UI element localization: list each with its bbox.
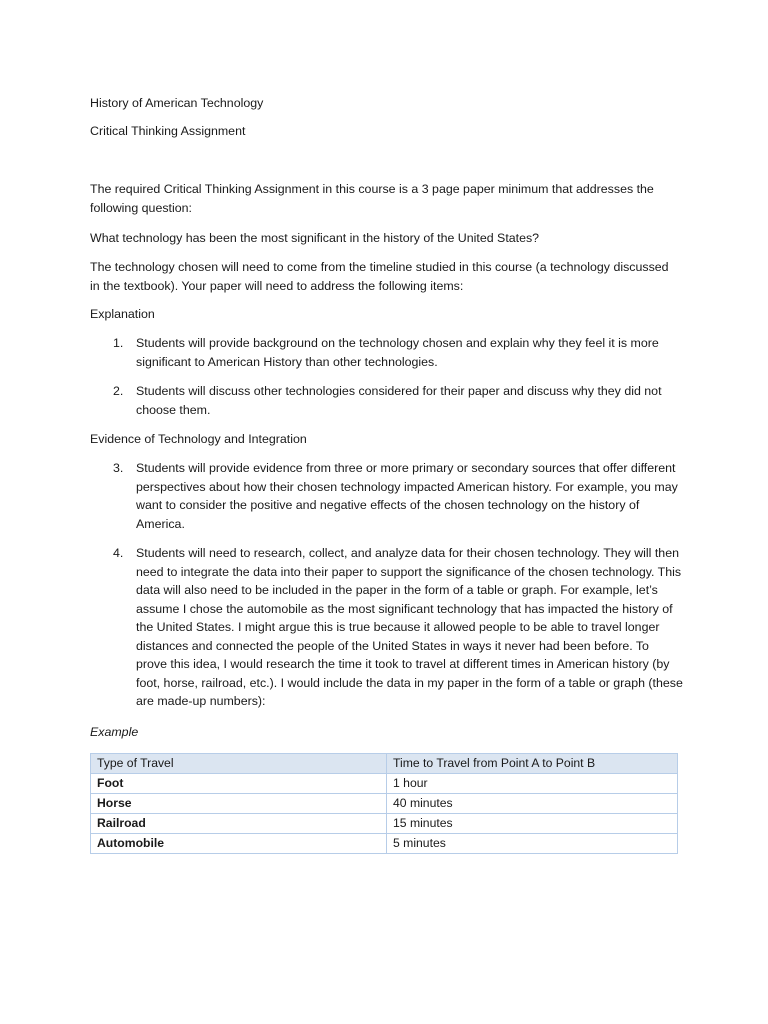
assignment-title: Critical Thinking Assignment	[90, 124, 246, 138]
list-item-number: 4.	[113, 546, 124, 560]
requirements-paragraph: The technology chosen will need to come from the timeline studied in this course (a technology discussed in the textbook). Your paper will need to address the following items:	[90, 260, 669, 293]
list-item	[113, 382, 683, 419]
example-label: Example	[90, 725, 139, 739]
travel-time-table	[90, 753, 678, 854]
table-cell: Railroad	[91, 814, 387, 834]
list-item-text: Students will provide evidence from three or more primary or secondary sources that offer different perspectives about how their chosen technology impacted American history. For example, you may want to consider the positive and negative effects of the chosen technology on the history of America.	[136, 461, 678, 531]
section-heading-explanation: Explanation	[90, 307, 155, 321]
table-cell: 5 minutes	[387, 834, 678, 854]
table-cell: 40 minutes	[387, 794, 678, 814]
table-cell: Horse	[91, 794, 387, 814]
course-title: History of American Technology	[90, 96, 264, 110]
list-item-text: Students will provide background on the technology chosen and explain why they feel it is more significant to American History than other technologies.	[136, 336, 659, 369]
list-item	[113, 334, 683, 371]
table-cell: 15 minutes	[387, 814, 678, 834]
question-paragraph: What technology has been the most significant in the history of the United States?	[90, 231, 540, 245]
table-row	[91, 794, 678, 814]
list-item-text: Students will discuss other technologies considered for their paper and discuss why they did not choose them.	[136, 384, 662, 417]
table-header-row	[91, 754, 678, 774]
list-item	[113, 544, 683, 711]
table-row	[91, 774, 678, 794]
list-item-number: 1.	[113, 336, 124, 350]
table-row	[91, 814, 678, 834]
list-item-number: 3.	[113, 461, 124, 475]
table-cell: 1 hour	[387, 774, 678, 794]
intro-paragraph: The required Critical Thinking Assignment in this course is a 3 page paper minimum that addresses the following question:	[90, 182, 654, 215]
column-header: Time to Travel from Point A to Point B	[387, 754, 678, 774]
list-item	[113, 459, 683, 533]
table-cell: Foot	[91, 774, 387, 794]
section-heading-evidence: Evidence of Technology and Integration	[90, 432, 307, 446]
column-header: Type of Travel	[91, 754, 387, 774]
list-item-text: Students will need to research, collect, and analyze data for their chosen technology. They will then need to integrate the data into their paper to support the significance of the chosen technology. This data will also need to be included in the paper in the form of a table or graph. For example, let’s assume I chose the automobile as the most significant technology that has impacted the history of the United States. I might argue this is true because it allowed people to be able to travel longer distances and connected the people of the United States in ways it never had been before. To prove this idea, I would research the time it took to travel at different times in American history (by foot, horse, railroad, etc.). I would include the data in my paper in the form of a table or graph (these are made-up numbers):	[136, 546, 683, 708]
table-row	[91, 834, 678, 854]
table-cell: Automobile	[91, 834, 387, 854]
list-item-number: 2.	[113, 384, 124, 398]
